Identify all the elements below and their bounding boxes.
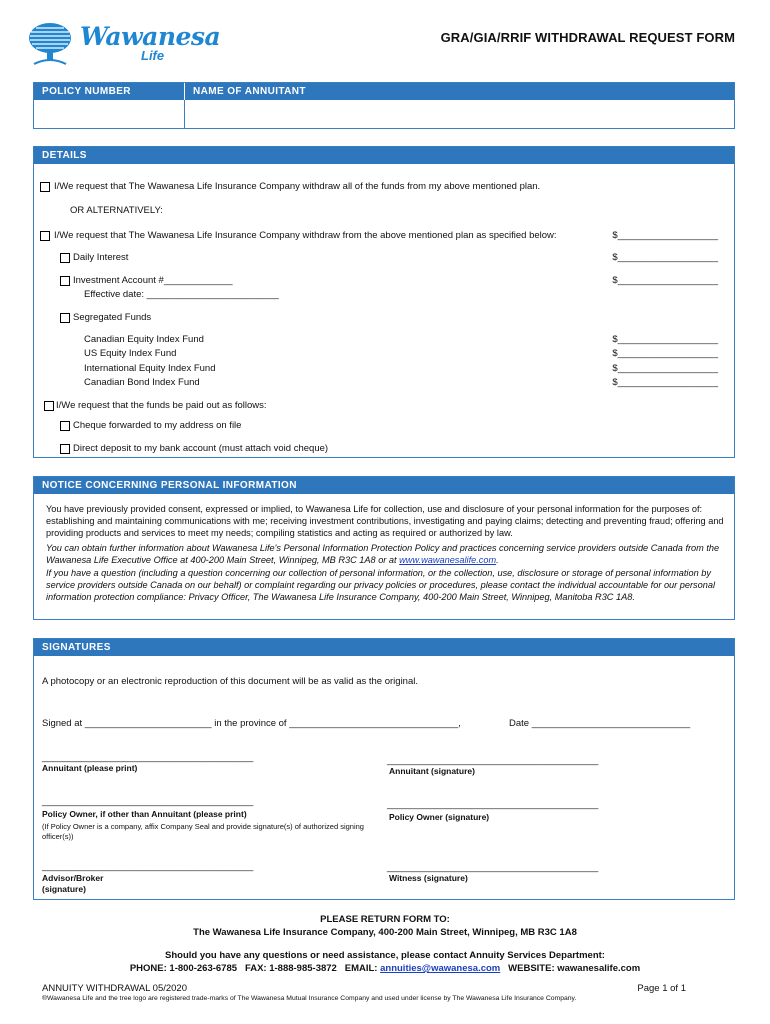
withdraw-specified-checkbox[interactable]	[40, 231, 50, 241]
notice-section	[33, 476, 735, 620]
notice-header: NOTICE CONCERNING PERSONAL INFORMATION	[34, 477, 734, 494]
investment-account-field[interactable]: Investment Account #_____________	[73, 275, 233, 286]
investment-account-checkbox[interactable]	[60, 276, 70, 286]
fund-name: US Equity Index Fund	[84, 348, 177, 359]
investment-account-amount[interactable]: $___________________	[612, 275, 718, 286]
cheque-checkbox[interactable]	[60, 421, 70, 431]
owner-company-note: (If Policy Owner is a company, affix Company Seal and provide signature(s) of authorized signing officer(s))	[42, 822, 364, 841]
notice-paragraph-questions: If you have a question (including a question concerning our collection of personal information, or the collection, use, disclosure or storage of personal information by service providers outside Canada on our behalf) or complaint regarding our privacy policies or procedures, please contact the individual accountable for our personal information protection compliance: Privacy Officer, The Wawanesa Life Insurance Company, 400-200 Main Street, Winnipeg, Manitoba R3C 1A8.	[46, 568, 716, 602]
brand-sub: Life	[141, 48, 165, 63]
daily-interest-label: Daily Interest	[73, 252, 129, 263]
details-section	[33, 146, 735, 458]
fund-amount[interactable]: $___________________	[612, 348, 718, 359]
segregated-funds-checkbox[interactable]	[60, 313, 70, 323]
date-field[interactable]: Date ______________________________	[509, 718, 691, 729]
questions-line: Should you have any questions or need assistance, please contact Annuity Services Department:	[165, 950, 605, 961]
withdraw-specified-label: I/We request that The Wawanesa Life Insurance Company withdraw from the above mentioned plan as specified below:	[54, 230, 557, 241]
notice-policy-end: .	[496, 555, 499, 565]
or-alternatively: OR ALTERNATIVELY:	[70, 205, 163, 216]
signatures-header: SIGNATURES	[34, 639, 734, 656]
return-address: The Wawanesa Life Insurance Company, 400-200 Main Street, Winnipeg, MB R3C 1A8	[193, 927, 577, 938]
policy-number-label: POLICY NUMBER	[34, 83, 184, 100]
fund-name: Canadian Equity Index Fund	[84, 334, 204, 345]
form-code: ANNUITY WITHDRAWAL 05/2020	[42, 983, 188, 994]
paid-out-label: I/We request that the funds be paid out as follows:	[56, 400, 267, 411]
page-number: Page 1 of 1	[637, 983, 686, 994]
annuitant-name-input[interactable]	[184, 100, 735, 128]
daily-interest-checkbox[interactable]	[60, 253, 70, 263]
fund-amount[interactable]: $___________________	[612, 334, 718, 345]
paid-out-checkbox[interactable]	[44, 401, 54, 411]
cheque-label: Cheque forwarded to my address on file	[73, 420, 242, 431]
advisor-label-sub: (signature)	[42, 884, 86, 894]
annuitant-signature-line[interactable]: ________________________________________	[387, 755, 599, 766]
withdraw-all-label: I/We request that The Wawanesa Life Insurance Company withdraw all of the funds from my above mentioned plan.	[54, 181, 541, 192]
email-link[interactable]: annuities@wawanesa.com	[380, 963, 501, 974]
daily-interest-amount[interactable]: $___________________	[612, 252, 718, 263]
website-link[interactable]: www.wawanesalife.com	[399, 555, 497, 565]
signatures-section	[33, 638, 735, 900]
fund-amount[interactable]: $___________________	[612, 377, 718, 388]
witness-label: Witness (signature)	[389, 873, 468, 883]
return-title: PLEASE RETURN FORM TO:	[320, 914, 450, 925]
fund-name: International Equity Index Fund	[84, 363, 216, 374]
policy-section	[33, 82, 735, 129]
direct-deposit-checkbox[interactable]	[60, 444, 70, 454]
phone-fax: PHONE: 1-800-263-6785 FAX: 1-888-985-3872 EMAIL:	[129, 963, 381, 974]
signed-at-field[interactable]: Signed at ________________________ in the province of ________________________________,	[42, 718, 461, 729]
owner-print-line[interactable]: ________________________________________	[42, 796, 254, 807]
advisor-label: Advisor/Broker	[42, 873, 104, 883]
annuitant-signature-label: Annuitant (signature)	[389, 766, 475, 776]
segregated-funds-label: Segregated Funds	[73, 312, 152, 323]
form-title: GRA/GIA/RRIF WITHDRAWAL REQUEST FORM	[440, 30, 735, 45]
wawanesa-life-logo	[28, 20, 221, 66]
brand-name: Wawanesa	[80, 22, 221, 51]
website: WEBSITE: wawanesalife.com	[500, 963, 641, 974]
annuitant-name-label: NAME OF ANNUITANT	[184, 83, 734, 100]
notice-paragraph-consent: You have previously provided consent, expressed or implied, to Wawanesa Life for collection, use and disclosure of your personal information for the purposes of: establishing and maintaining communications with me; receiving investment contributions, investigating and paying claims; detecting and preventing fraud; offering and providing products and services to meet my needs; compiling statistics and acting as required or authorized by law.	[46, 504, 724, 538]
notice-paragraph-policy	[46, 542, 726, 566]
contact-line	[0, 963, 770, 974]
annuitant-print-label: Annuitant (please print)	[42, 763, 138, 773]
owner-signature-label: Policy Owner (signature)	[389, 812, 490, 822]
details-header: DETAILS	[34, 147, 734, 164]
annuitant-print-line[interactable]: ________________________________________	[42, 752, 254, 763]
advisor-signature-line[interactable]: ________________________________________	[42, 861, 254, 872]
total-amount-field[interactable]: $___________________	[612, 230, 718, 241]
fund-name: Canadian Bond Index Fund	[84, 377, 200, 388]
owner-print-label: Policy Owner, if other than Annuitant (please print)	[42, 809, 247, 819]
fund-amount[interactable]: $___________________	[612, 363, 718, 374]
tree-icon	[28, 20, 88, 66]
witness-signature-line[interactable]: ________________________________________	[387, 862, 599, 873]
policy-number-input[interactable]	[34, 100, 184, 128]
notice-policy-text: You can obtain further information about Wawanesa Life's Personal Information Protection Policy and practices concerning service providers outside Canada from the Wawanesa Life Executive Office at 400-200 Main Street, Winnipeg, MB R3C 1A8 or at	[46, 543, 720, 565]
effective-date-field[interactable]: Effective date: _________________________	[84, 289, 279, 300]
trademark-note: ®Wawanesa Life and the tree logo are registered trade-marks of The Wawanesa Mutual Insurance Company and used under license by The Wawanesa Life Insurance Company.	[42, 995, 577, 1002]
direct-deposit-label: Direct deposit to my bank account (must attach void cheque)	[73, 443, 329, 454]
owner-signature-line[interactable]: ________________________________________	[387, 799, 599, 810]
photocopy-note: A photocopy or an electronic reproduction of this document will be as valid as the original.	[42, 676, 418, 687]
withdraw-all-checkbox[interactable]	[40, 182, 50, 192]
